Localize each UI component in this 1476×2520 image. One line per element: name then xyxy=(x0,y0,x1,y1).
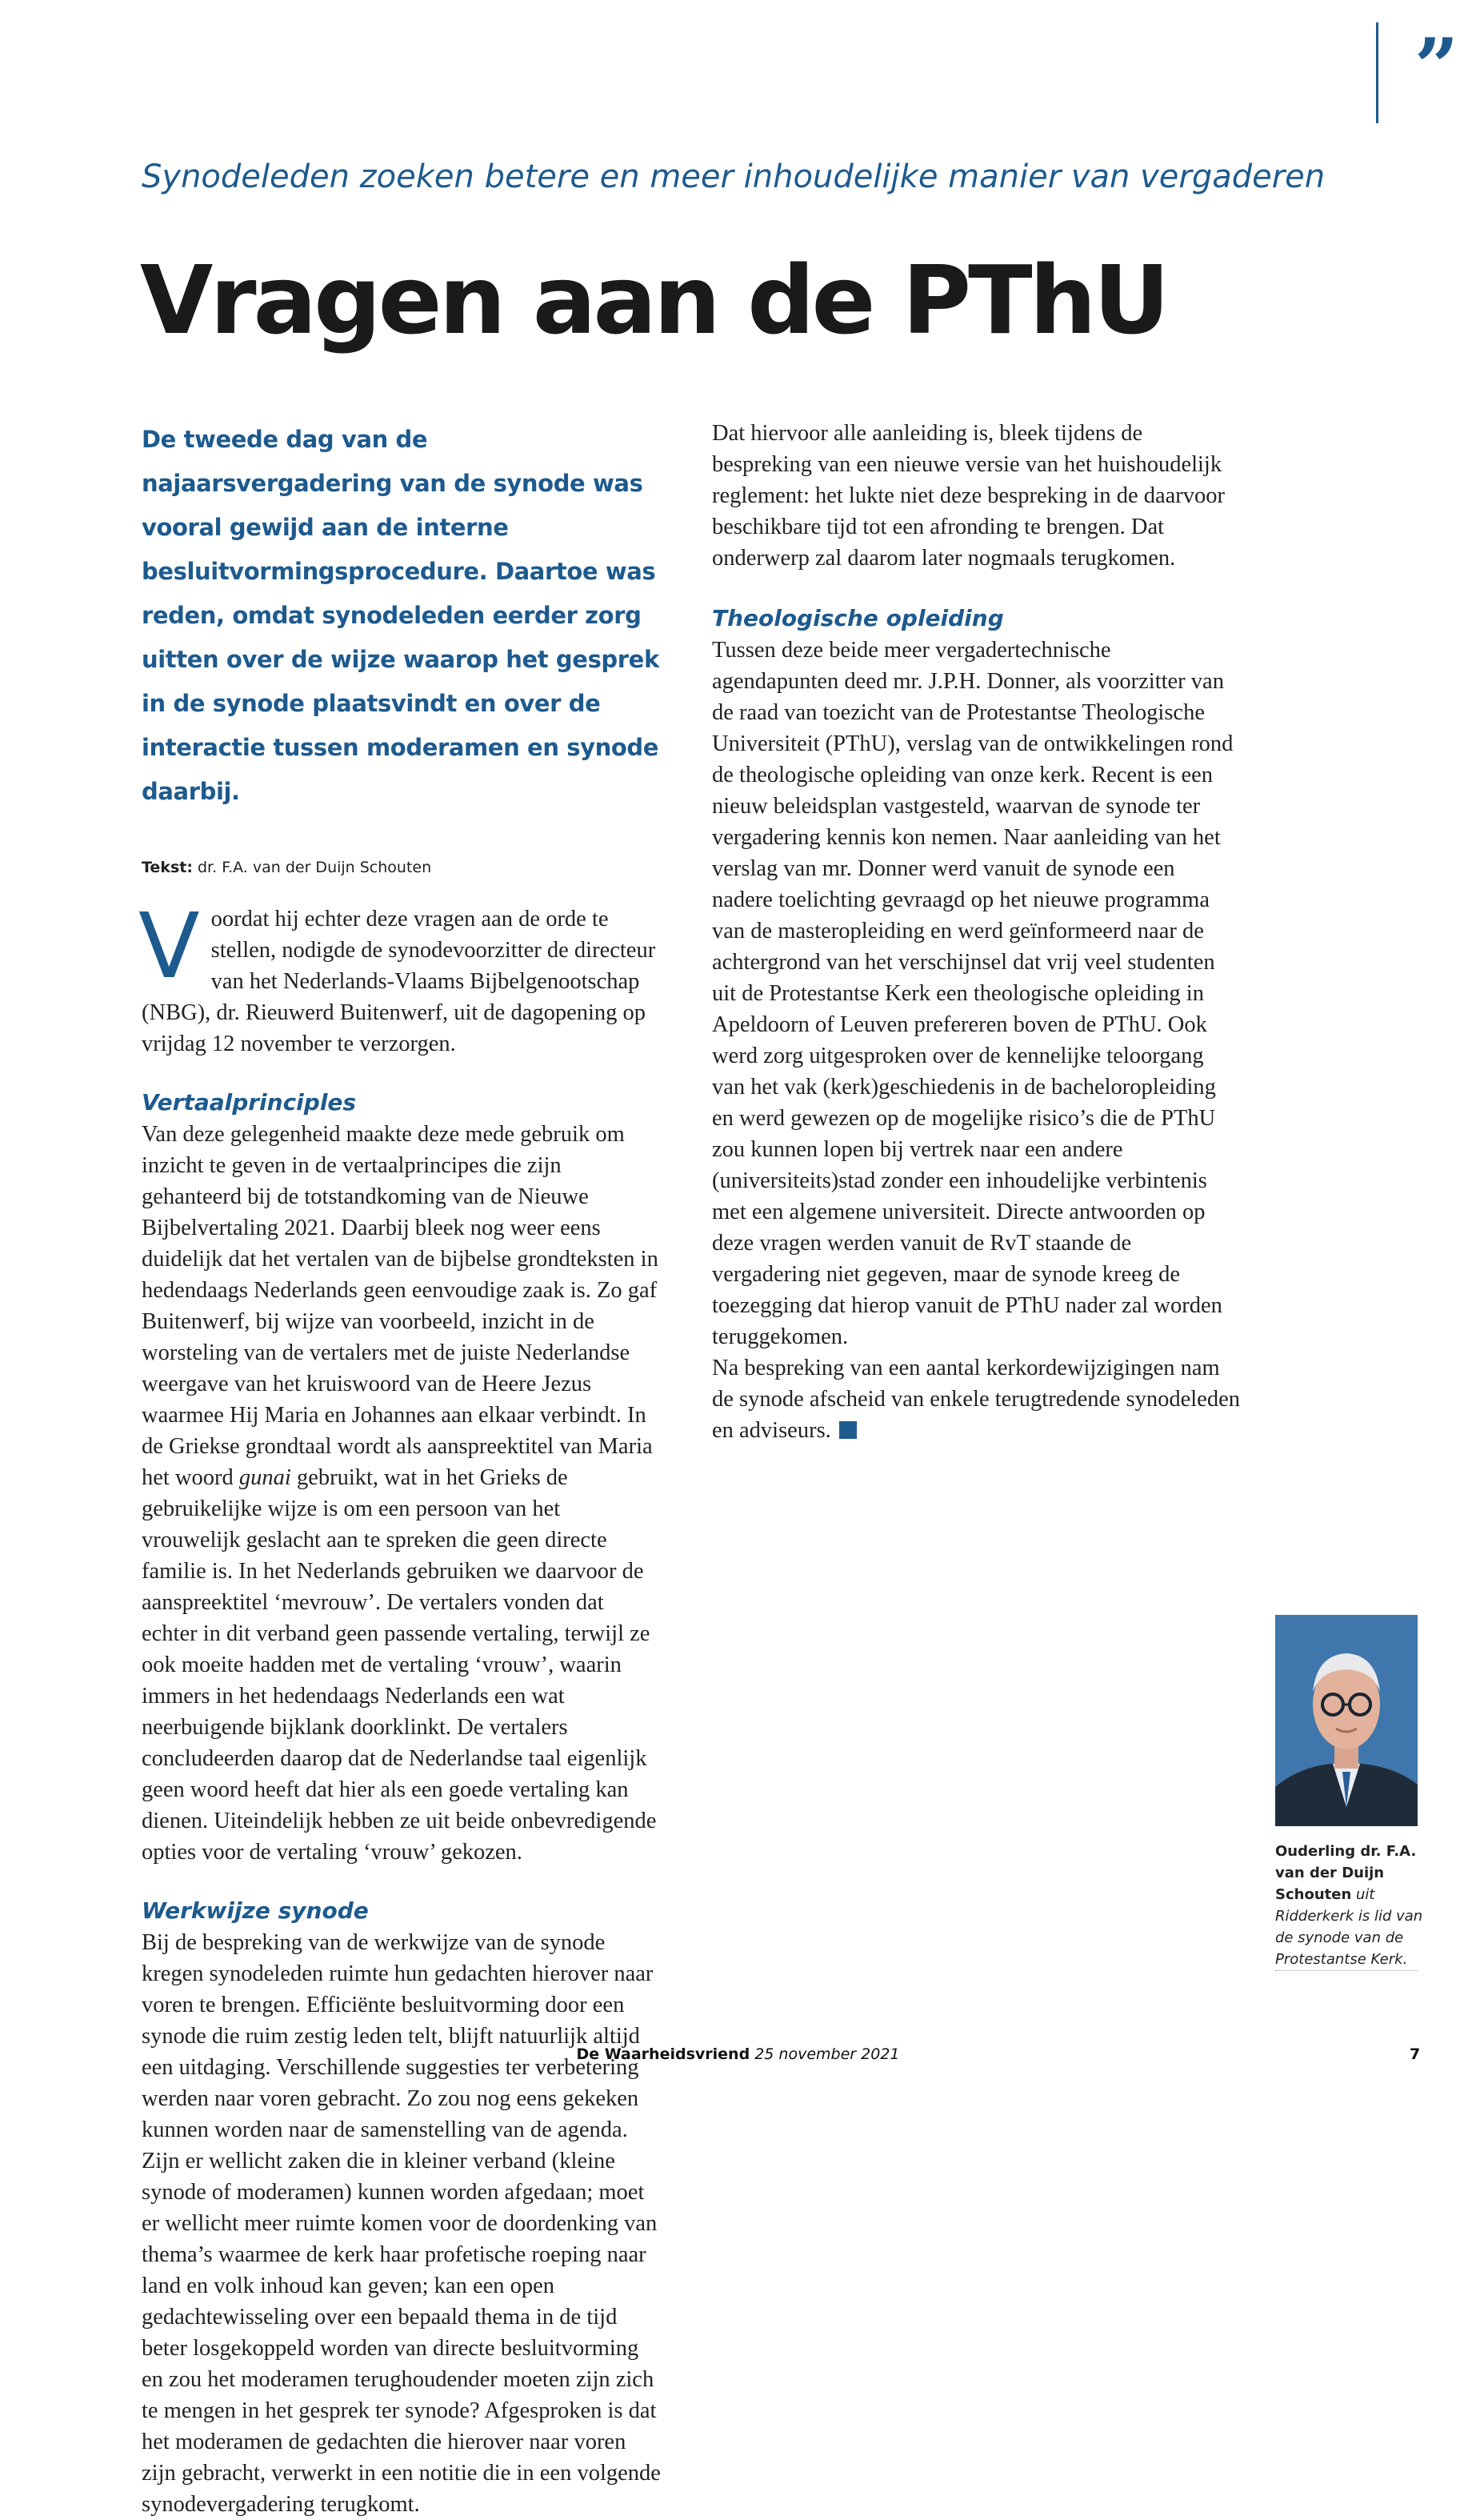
footer-date: 25 november 2021 xyxy=(754,2045,900,2063)
portrait-illustration xyxy=(1275,1615,1418,1826)
footer-publication: De Waarheidsvriend xyxy=(576,2045,750,2063)
section-paragraph-vertaal xyxy=(142,1119,662,1868)
section-heading-werkwijze: Werkwijze synode xyxy=(142,1897,369,1924)
byline-author: dr. F.A. van der Duijn Schouten xyxy=(198,859,432,876)
lead-paragraph: De tweede dag van de najaarsvergadering van de synode was vooral gewijd aan de interne besluitvormingsprocedure. Daartoe was reden, omdat synodeleden eerder zorg uitten over de wijze waarop het gesprek in de synode plaatsvindt en over de interactie tussen moderamen en synode daarbij. xyxy=(142,426,659,805)
drop-cap: V xyxy=(138,895,200,999)
section-paragraph-werkwijze-1: Bij de bespreking van de werkwijze van de synode kregen synodeleden ruimte hun gedachten hierover naar voren te brengen. Efficiënte besluitvorming door een synode die ruim zestig leden telt, blijft natuurlijk altijd een uitdaging. Verschillende suggesties ter verbetering werden naar voren gebracht. Zo zou nog eens gekeken kunnen worden naar de samenstelling van de agenda. Zijn er wellicht zaken die in kleiner verband (kleine synode of moderamen) kunnen worden afgedaan; moet er wellicht meer ruimte komen voor de doordenking van thema’s waarmee de kerk haar profetische roeping naar land en volk inhoud kan geven; kan een open gedachtewisseling over een bepaald thema in de tijd beter losgekoppeld worden van directe besluitvorming en zou het moderamen terughoudender moeten zijn zich te mengen in het gesprek ter synode? Afgesproken is dat het moderamen de gedachten die hierover naar voren zijn gebracht, verwerkt in een notitie die in een volgende synodevergadering terugkomt. xyxy=(142,1930,661,2517)
paragraph-text: Na bespreking van een aantal kerkordewijzigingen nam de synode afscheid van enkele terugtredende synodeleden en adviseurs. xyxy=(712,1356,1240,1443)
right-column xyxy=(712,418,1240,1446)
kicker: Synodeleden zoeken betere en meer inhoudelijke manier van vergaderen xyxy=(142,158,1326,195)
section-paragraph-theologisch-2 xyxy=(712,1352,1240,1446)
caption-role: uit Ridderkerk is lid van de synode van de Protestantse Kerk. xyxy=(1275,1886,1423,1968)
intro-paragraph xyxy=(138,895,662,1060)
italic-term: gunai xyxy=(238,1465,291,1490)
header-rule xyxy=(1376,22,1378,123)
section-paragraph-theologisch-1: Tussen deze beide meer vergadertechnische agendapunten deed mr. J.P.H. Donner, als voorzitter van de raad van toezicht van de Protestantse Theologische Universiteit (PThU), verslag van de ontwikkelingen rond de theologische opleiding van onze kerk. Recent is een nieuw beleidsplan vastgesteld, waarvan de synode ter vergadering kennis kon nemen. Naar aanleiding van het verslag van mr. Donner werd vanuit de synode een nadere toelichting gevraagd op het nieuwe programma van de masteropleiding en werd geïnformeerd naar de achtergrond van het verschijnsel dat vrij veel studenten uit de Protestantse Kerk een theologische opleiding in Apeldoorn of Leuven prefereren boven de PThU. Ook werd zorg uitgesproken over de kennelijke teloorgang van het vak (kerk)geschiedenis in de bacheloropleiding en werd gewezen op de mogelijke risico’s die de PThU zou kunnen lopen bij vertrek naar een andere (universiteits)stad zonder een inhoudelijke verbintenis met een algemene universiteit. Directe antwoorden op deze vragen werden vanuit de RvT staande de vergadering niet gegeven, maar de synode kreeg de toezegging dat hierop vanuit de PThU nader zal worden teruggekomen. xyxy=(712,638,1234,1349)
paragraph-text: Van deze gelegenheid maakte deze mede gebruik om inzicht te geven in de vertaalprincipes die zijn gehanteerd bij de totstandkoming van de Nieuwe Bijbelvertaling 2021. Daarbij bleek nog weer eens duidelijk dat het vertalen van de bijbelse grondteksten in hedendaags Nederlands geen eenvoudige zaak is. Zo gaf Buitenwerf, bij wijze van voorbeeld, inzicht in de worsteling van de vertalers met de juiste Nederlandse weergave van het kruiswoord van de Heere Jezus waarmee Hij Maria en Johannes aan elkaar verbindt. In de Griekse grondtaal wordt als aanspreektitel van Maria het woord xyxy=(142,1122,658,1490)
author-photo xyxy=(1275,1615,1418,1826)
page-title: Vragen aan de PThU xyxy=(140,245,1167,355)
paragraph-text: gebruikt, wat in het Grieks de gebruikelijke wijze is om een persoon van het vrouwelijk geslacht aan te spreken die geen directe familie is. In het Nederlands gebruiken we daarvoor de aanspreektitel ‘mevrouw’. De vertalers vonden dat echter in dit verband geen passende vertaling, terwijl ze ook moeite hadden met de vertaling ‘vrouw’, waarin immers in het hedendaags Nederlands een wat neerbuigende bijklank doorklinkt. De vertalers concludeerden daarop dat de Nederlandse taal eigenlijk geen woord heeft dat hier als een goede vertaling kan dienen. Uiteindelijk hebben ze uit beide onbevredigende opties voor de vertaling ‘vrouw’ gekozen. xyxy=(142,1465,657,1865)
section-heading-vertaal: Vertaalprinciples xyxy=(142,1089,357,1116)
byline xyxy=(142,855,662,879)
caption-name: Ouderling dr. F.A. van der Duijn Schouten xyxy=(1275,1843,1417,1903)
byline-label: Tekst: xyxy=(142,859,193,876)
quote-mark-icon: ” xyxy=(1414,22,1459,112)
section-paragraph-werkwijze-2: Dat hiervoor alle aanleiding is, bleek tijdens de bespreking van een nieuwe versie van het huishoudelijk reglement: het lukte niet deze bespreking in de daarvoor beschikbare tijd tot een afronding te brengen. Dat onderwerp zal daarom later nogmaals terugkomen. xyxy=(712,421,1225,571)
section-spacer xyxy=(712,574,1240,603)
end-mark-icon xyxy=(839,1421,857,1439)
page-footer xyxy=(0,2045,1476,2063)
caption-divider xyxy=(1275,1970,1418,1971)
left-column xyxy=(138,418,662,2520)
section-heading-theologisch: Theologische opleiding xyxy=(712,605,1004,631)
photo-caption xyxy=(1275,1841,1427,1970)
intro-text: oordat hij echter deze vragen aan de orde te stellen, nodigde de synodevoorzitter de directeur van het Nederlands-Vlaams Bijbelgenootschap (NBG), dr. Rieuwerd Buitenwerf, uit de dagopening op vrijdag 12 november te verzorgen. xyxy=(142,907,656,1056)
page-number: 7 xyxy=(1410,2045,1421,2063)
